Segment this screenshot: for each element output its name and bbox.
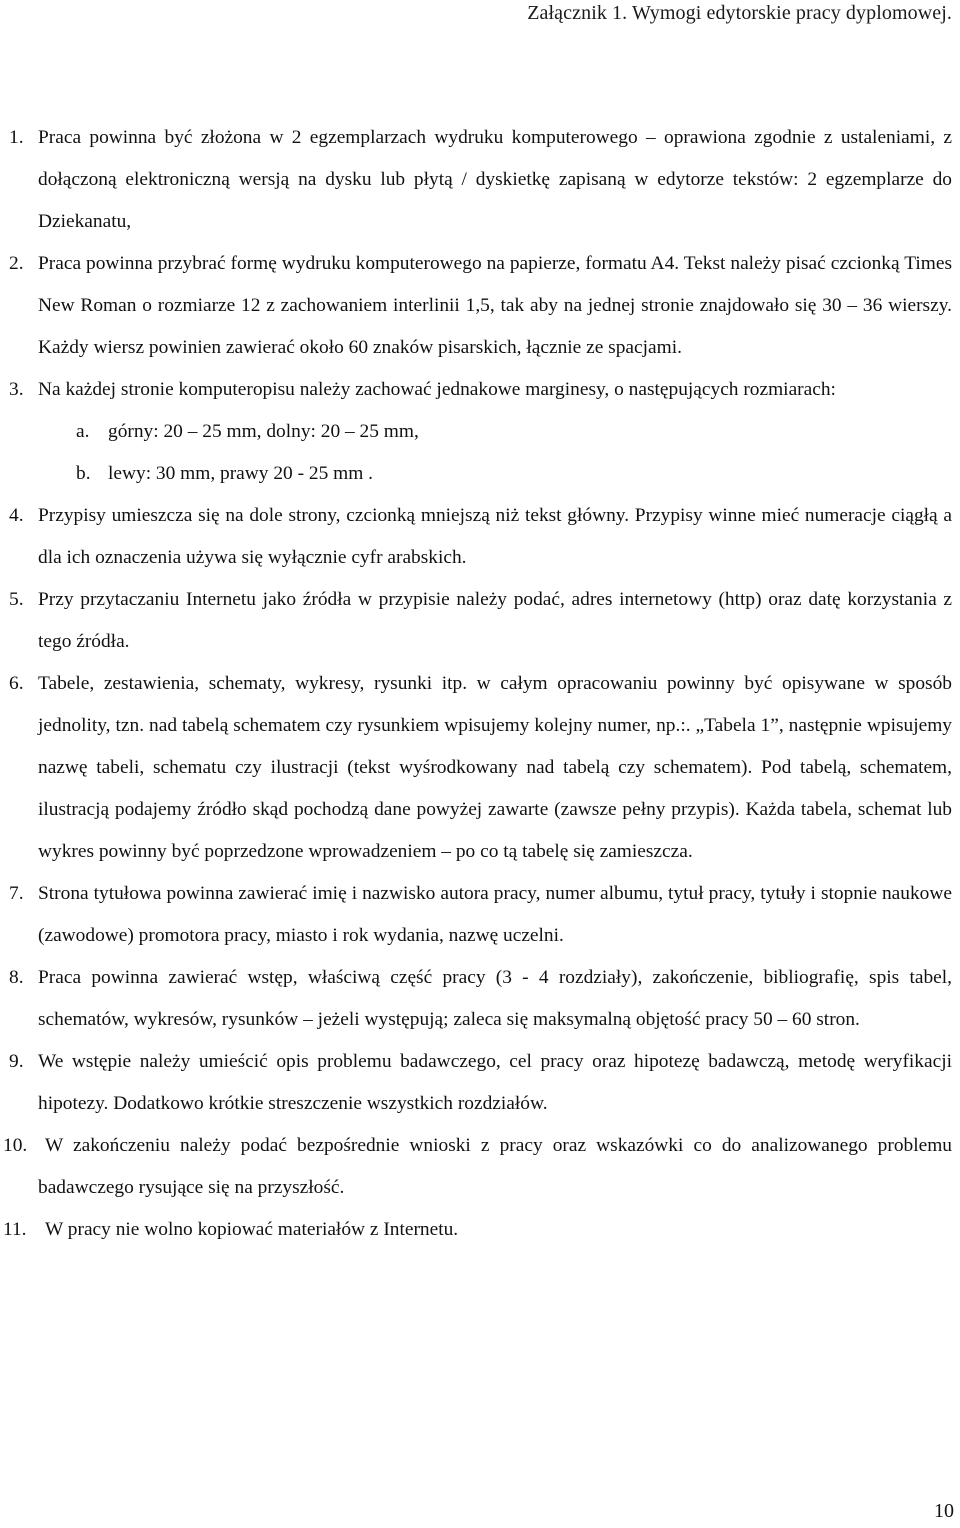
sub-item-letter: b. (76, 463, 91, 484)
item-text: Tabele, zestawienia, schematy, wykresy, rysunki itp. w całym opracowaniu powinny być opisywane w sposób jednolity, tzn. nad tabelą schematem czy rysunkiem wpisujemy kolejny numer, np.:. „Tabela 1”, następnie wpisujemy nazwę tabeli, schematu czy ilustracji (tekst wyśrodkowany nad tabelą czy schematem). Pod tabelą, schematem, ilustracją podajemy źródło skąd pochodzą dane powyżej zawarte (zawsze pełny przypis). Każda tabela, schemat lub wykres powinny być poprzedzone wprowadzeniem – po co tą tabelę się zamieszcza. (38, 673, 952, 862)
item-text: Przy przytaczaniu Internetu jako źródła w przypisie należy podać, adres internetowy (http) oraz datę korzystania z tego źródła. (38, 589, 952, 652)
list-item (0, 1209, 952, 1251)
item-text: Strona tytułowa powinna zawierać imię i nazwisko autora pracy, numer albumu, tytuł pracy, tytuły i stopnie naukowe (zawodowe) promotora pracy, miasto i rok wydania, nazwę uczelni. (38, 883, 952, 946)
list-item (0, 873, 952, 957)
item-number: 6. (9, 673, 24, 694)
item-number: 5. (9, 589, 24, 610)
item-number: 8. (9, 967, 24, 988)
item-text: Praca powinna przybrać formę wydruku komputerowego na papierze, formatu A4. Tekst należy pisać czcionką Times New Roman o rozmiarze 12 z zachowaniem interlinii 1,5, tak aby na jednej stronie znajdowało się 30 – 36 wierszy. Każdy wiersz powinien zawierać około 60 znaków pisarskich, łącznie ze spacjami. (38, 253, 952, 358)
item-number: 4. (9, 505, 24, 526)
item-number: 7. (9, 883, 24, 904)
list-item (0, 1125, 952, 1209)
item-text: Praca powinna zawierać wstęp, właściwą część pracy (3 - 4 rozdziały), zakończenie, bibliografię, spis tabel, schematów, wykresów, rysunków – jeżeli występują; zaleca się maksymalną objętość pracy 50 – 60 stron. (38, 967, 952, 1030)
item-number: 3. (9, 379, 24, 400)
item-number: 11. (3, 1219, 27, 1240)
list-item (0, 663, 952, 873)
list-item (0, 957, 952, 1041)
sub-item-letter: a. (76, 421, 90, 442)
sub-item-text: górny: 20 – 25 mm, dolny: 20 – 25 mm, (108, 421, 419, 442)
item-text: W zakończeniu należy podać bezpośrednie wnioski z pracy oraz wskazówki co do analizowanego problemu badawczego rysujące się na przyszłość. (38, 1135, 952, 1198)
list-item (0, 579, 952, 663)
item-text: Na każdej stronie komputeropisu należy zachować jednakowe marginesy, o następujących rozmiarach: (38, 379, 836, 400)
item-text: Praca powinna być złożona w 2 egzemplarzach wydruku komputerowego – oprawiona zgodnie z ustaleniami, z dołączoną elektroniczną wersją na dysku lub płytą / dyskietkę zapisaną w edytorze tekstów: 2 egzemplarze do Dziekanatu, (38, 127, 952, 232)
item-text: We wstępie należy umieścić opis problemu badawczego, cel pracy oraz hipotezę badawczą, metodę weryfikacji hipotezy. Dodatkowo krótkie streszczenie wszystkich rozdziałów. (38, 1051, 952, 1114)
item-number: 9. (9, 1051, 24, 1072)
page-number: 10 (934, 1500, 954, 1522)
item-number: 1. (9, 127, 24, 148)
list-item (0, 1041, 952, 1125)
sub-list-item (0, 453, 952, 495)
sub-list-item (0, 411, 952, 453)
list-item (0, 369, 952, 411)
item-number: 10. (3, 1135, 28, 1156)
sub-item-text: lewy: 30 mm, prawy 20 - 25 mm . (108, 463, 373, 484)
item-number: 2. (9, 253, 24, 274)
page-header: Załącznik 1. Wymogi edytorskie pracy dyplomowej. (527, 2, 952, 24)
item-text: Przypisy umieszcza się na dole strony, czcionką mniejszą niż tekst główny. Przypisy winne mieć numeracje ciągłą a dla ich oznaczenia używa się wyłącznie cyfr arabskich. (38, 505, 952, 568)
item-text: W pracy nie wolno kopiować materiałów z Internetu. (45, 1219, 459, 1240)
list-item (0, 243, 952, 369)
document-body (0, 117, 952, 1251)
list-item (0, 495, 952, 579)
list-item (0, 117, 952, 243)
